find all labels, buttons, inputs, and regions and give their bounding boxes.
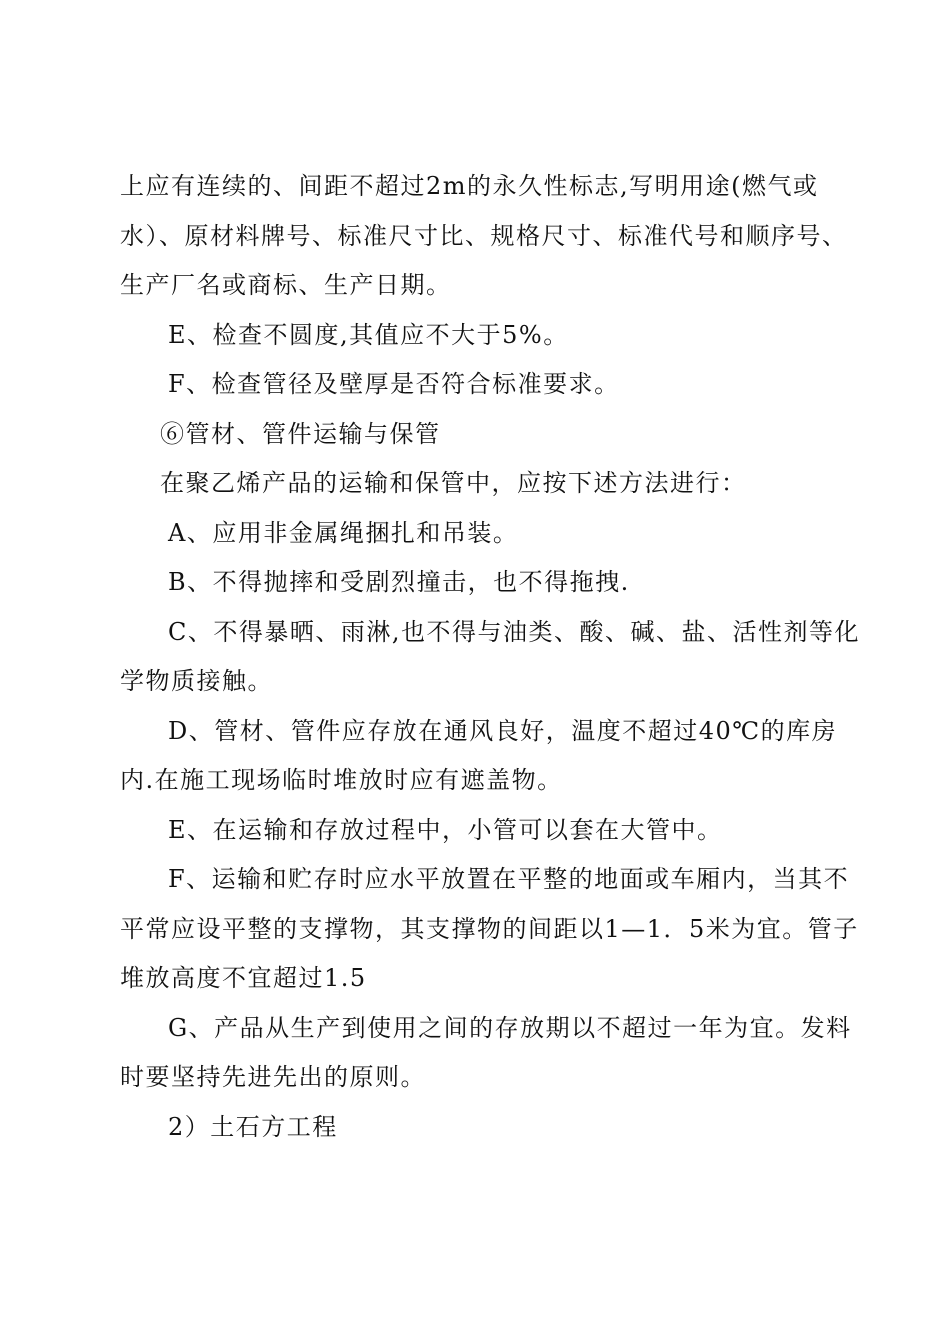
paragraph-item-d: D、管材、管件应存放在通风良好，温度不超过40℃的库房内.在施工现场临时堆放时应有遮盖物。 [120,716,838,794]
paragraph-item-a: A、应用非金属绳捆扎和吊装。 [168,518,519,547]
document-body [120,162,865,1152]
paragraph-item-f-diameter: F、检查管径及壁厚是否符合标准要求。 [168,370,620,398]
paragraph-item-e-nesting: E、在运输和存放过程中，小管可以套在大管中。 [168,815,723,844]
section-heading-transport: ⑥管材、管件运输与保管 [160,419,441,448]
paragraph-item-f-storage: F、运输和贮存时应水平放置在平整的地面或车厢内，当其不平常应设平整的支撑物，其支撑物的间距以1—1．5米为宜。管子堆放高度不宜超过1.5 [120,865,859,992]
paragraph-continuation: 上应有连续的、间距不超过2m的永久性标志,写明用途(燃气或水）、原材料牌号、标准尺寸比、规格尺寸、标准代号和顺序号、生产厂名或商标、生产日期。 [120,172,848,299]
paragraph-item-g: G、产品从生产到使用之间的存放期以不超过一年为宜。发料时要坚持先进先出的原则。 [120,1013,852,1091]
section-heading-earthwork: 2）土石方工程 [168,1112,338,1141]
paragraph-item-c: C、不得暴晒、雨淋,也不得与油类、酸、碱、盐、活性剂等化学物质接触。 [120,617,860,695]
paragraph-item-e-roundness: E、检查不圆度,其值应不大于5%。 [168,320,569,349]
paragraph-intro: 在聚乙烯产品的运输和保管中，应按下述方法进行： [160,469,747,497]
paragraph-item-b: B、不得抛摔和受剧烈撞击，也不得拖拽. [168,568,630,596]
